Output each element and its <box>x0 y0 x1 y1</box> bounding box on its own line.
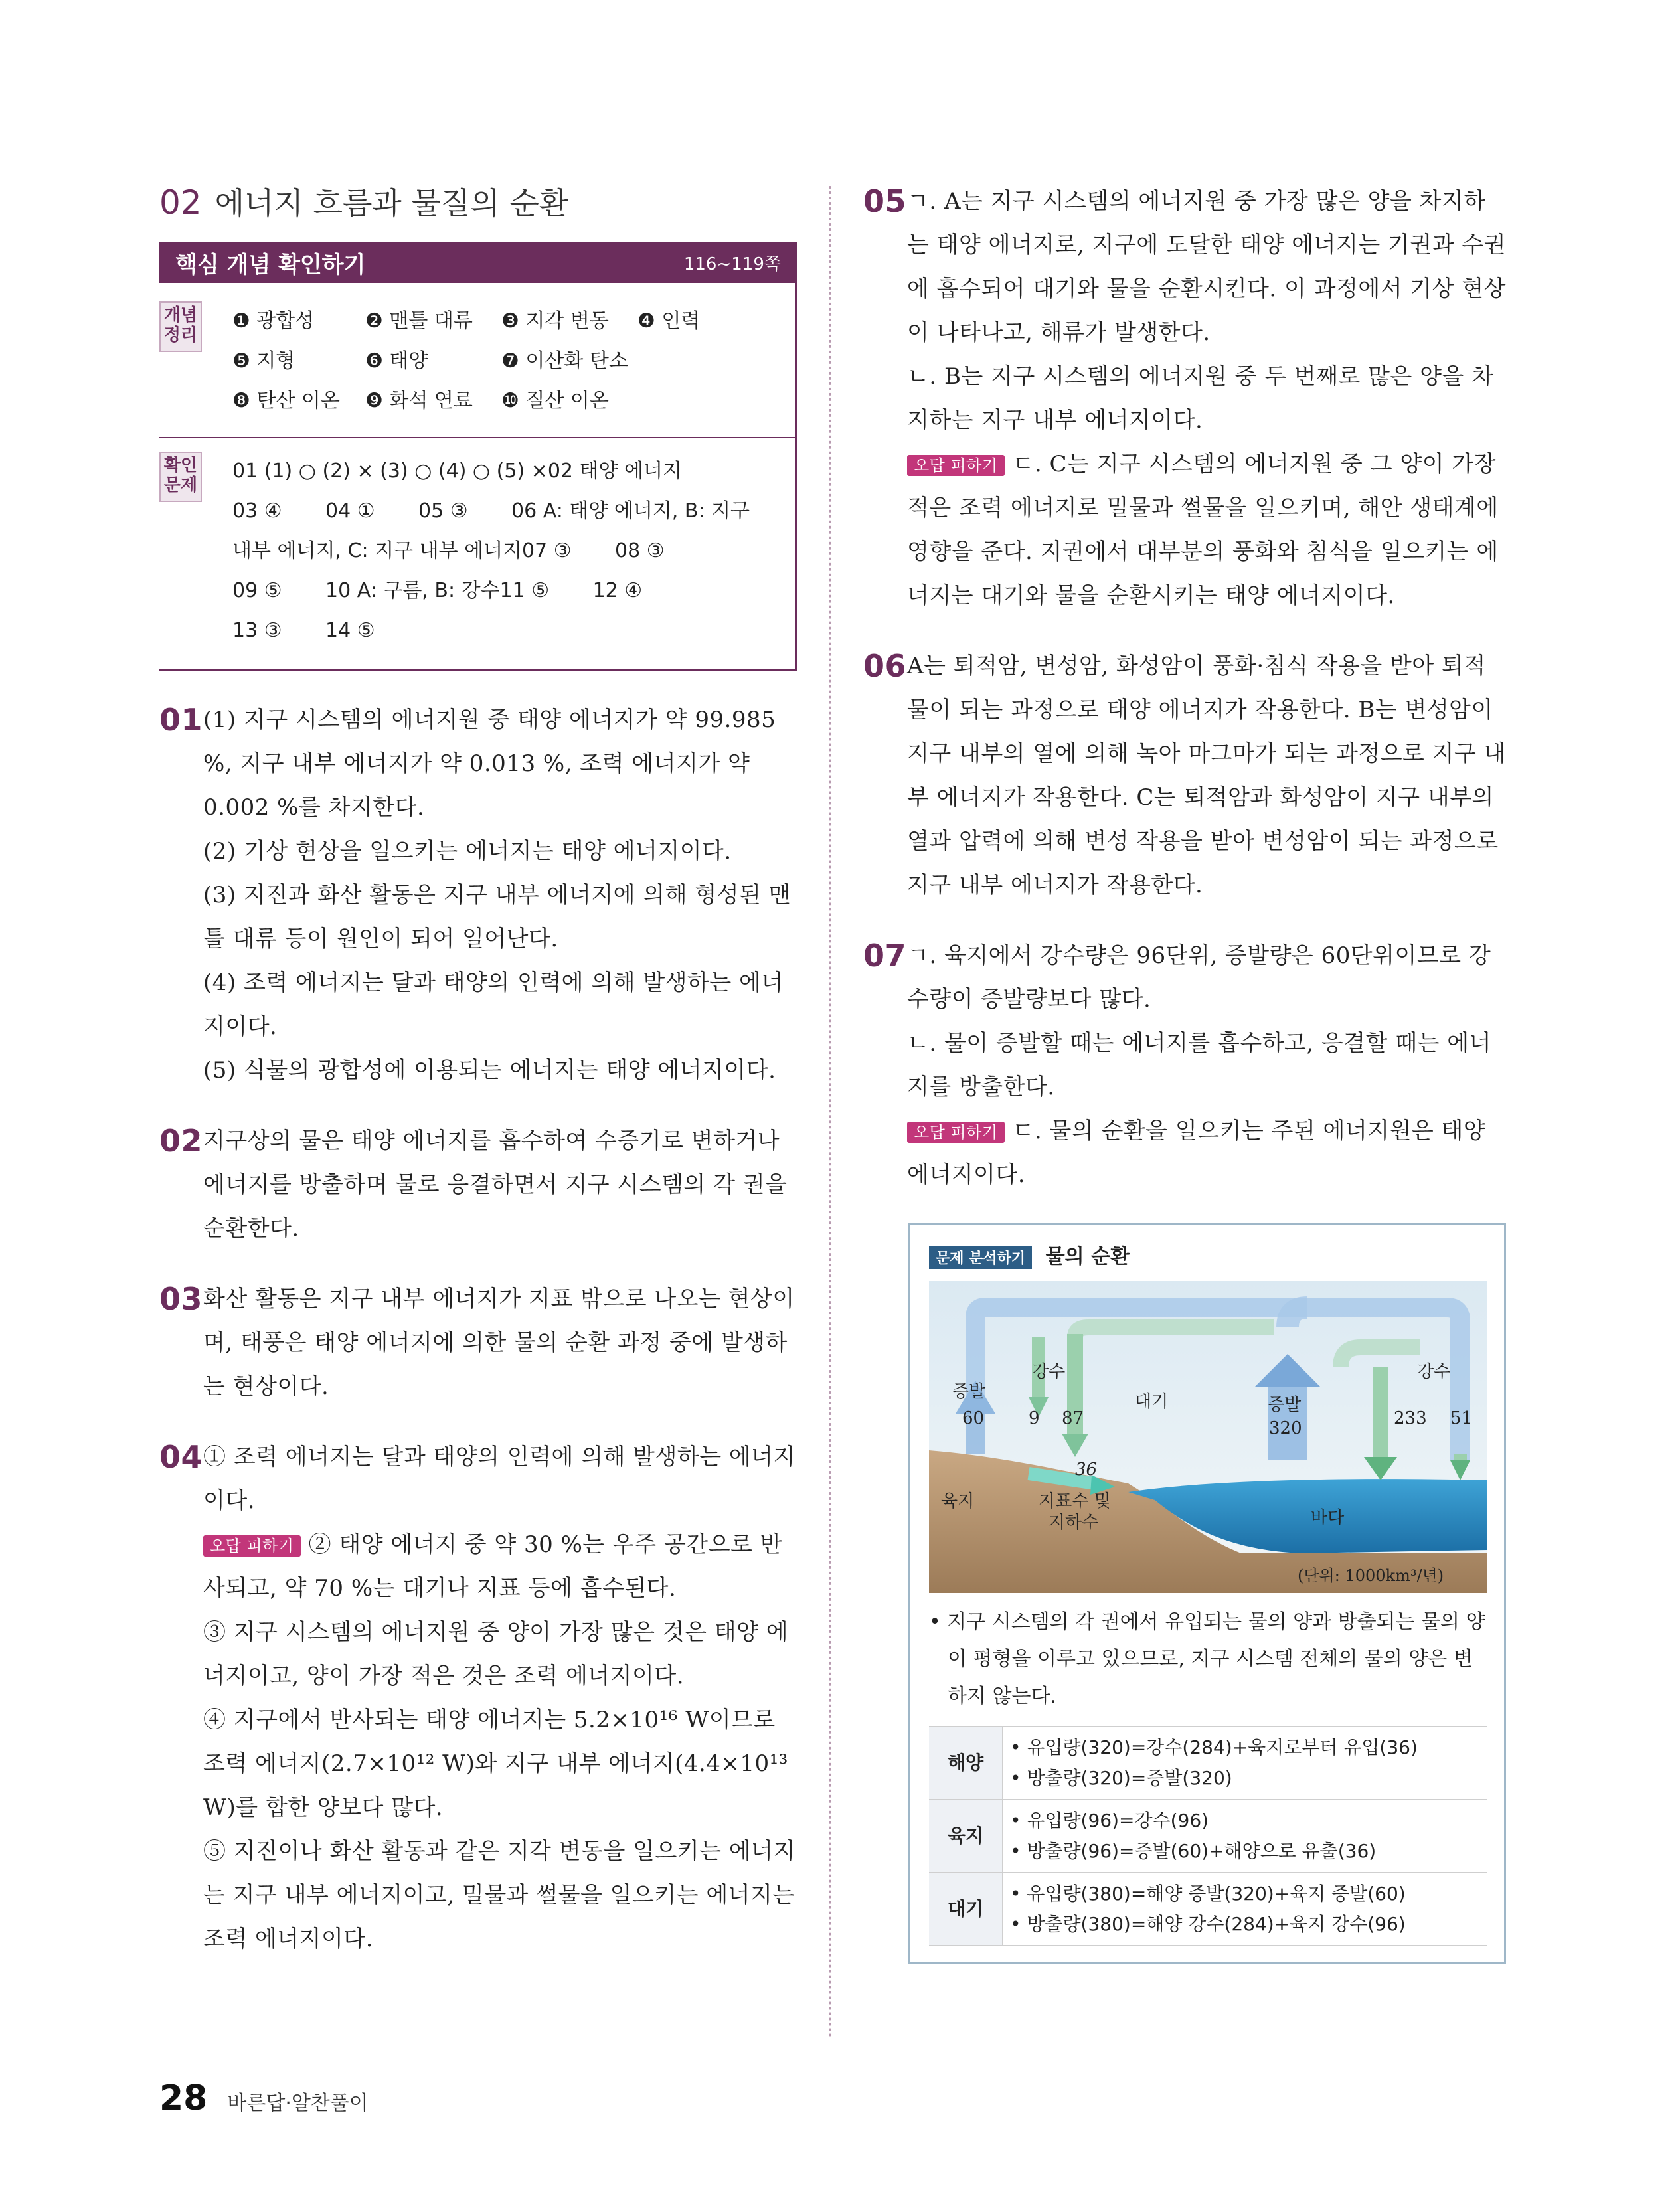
land-precip-value-b: 87 <box>1062 1408 1084 1428</box>
answers-row <box>159 445 795 663</box>
concept-entry: ❺ 지형 <box>232 349 295 373</box>
land-precip-value-a: 9 <box>1029 1408 1040 1428</box>
answer-lines-row <box>232 571 792 611</box>
analysis-bullet: • 지구 시스템의 각 권에서 유입되는 물의 양과 방출되는 물의 양이 평형을 이루고 있으므로, 지구 시스템 전체의 물의 양은 변하지 않는다. <box>929 1610 1485 1708</box>
answer-paragraph: ① 조력 에너지는 달과 태양의 인력에 의해 발생하는 에너지이다. <box>203 1444 796 1514</box>
concept-separator <box>159 437 795 438</box>
land-evap-label: 증발 <box>952 1382 986 1402</box>
answer-lines-row <box>232 611 792 651</box>
summary-lines-row <box>232 301 737 341</box>
table-row-key: 육지 <box>929 1800 1003 1873</box>
concept-entry: 11 ⑤ <box>499 579 550 602</box>
concept-header <box>159 242 797 283</box>
concept-box <box>159 242 797 671</box>
concept-entry: 07 ③ <box>522 539 572 562</box>
right-answers <box>863 179 1507 1197</box>
concept-entry: 내부 에너지, C: 지구 내부 에너지 <box>232 539 523 562</box>
answer-item <box>863 179 1507 618</box>
groundwater-label-1: 지표수 및 <box>1039 1491 1111 1511</box>
avoid-mistake-badge: 오답 피하기 <box>203 1535 301 1557</box>
table-row-values <box>1003 1727 1487 1800</box>
analysis-tag: 문제 분석하기 <box>929 1246 1032 1269</box>
avoid-mistake-badge: 오답 피하기 <box>907 1122 1005 1143</box>
concept-entry: 14 ⑤ <box>325 619 375 642</box>
concept-entry: ❽ 탄산 이온 <box>232 389 340 412</box>
unit-label: (단위: 1000km³/년) <box>1298 1566 1444 1585</box>
concept-entry: ❸ 지각 변동 <box>501 309 609 333</box>
right-column <box>863 179 1507 1964</box>
left-column <box>159 179 797 1961</box>
column-divider <box>829 186 831 2039</box>
answer-number: 03 <box>159 1281 203 1317</box>
answer-item <box>159 1435 797 1961</box>
answer-paragraph: (5) 식물의 광합성에 이용되는 에너지는 태양 에너지이다. <box>203 1057 776 1084</box>
inflow-line: • 유입량(380)=해양 증발(320)+육지 증발(60) <box>1010 1883 1406 1904</box>
answer-paragraph: ③ 지구 시스템의 에너지원 중 양이 가장 많은 것은 태양 에너지이고, 양이 가장 적은 것은 조력 에너지이다. <box>203 1619 789 1689</box>
answer-paragraph: 지구상의 물은 태양 에너지를 흡수하여 수증기로 변하거나 에너지를 방출하며 물로 응결하면서 지구 시스템의 각 권을 순환한다. <box>203 1128 788 1242</box>
concept-entry: 02 태양 에너지 <box>547 460 682 483</box>
outflow-line: • 방출량(96)=증발(60)+해양으로 유출(36) <box>1010 1840 1377 1862</box>
answer-item <box>159 1119 797 1250</box>
answer-paragraph: 화산 활동은 지구 내부 에너지가 지표 밖으로 나오는 현상이며, 태풍은 태양 에너지에 의한 물의 순환 과정 중에 발생하는 현상이다. <box>203 1286 795 1400</box>
answer-item <box>863 644 1507 907</box>
land-label: 육지 <box>941 1491 975 1511</box>
sea-precip-value-b: 51 <box>1450 1408 1473 1428</box>
sea-evap-value: 320 <box>1269 1418 1302 1438</box>
concept-entry: ❾ 화석 연료 <box>365 389 473 412</box>
concept-entry: ❿ 질산 이온 <box>501 389 609 412</box>
concept-entry: ❶ 광합성 <box>232 309 315 333</box>
section-number: 02 <box>159 183 202 222</box>
answer-number: 01 <box>159 702 203 738</box>
answer-paragraph: (3) 지진과 화산 활동은 지구 내부 에너지에 의해 형성된 맨틀 대류 등이 원인이 되어 일어난다. <box>203 882 791 952</box>
outflow-line: • 방출량(380)=해양 강수(284)+육지 강수(96) <box>1010 1913 1406 1935</box>
concept-entry: 05 ③ <box>418 499 468 523</box>
runoff-value: 36 <box>1075 1460 1098 1480</box>
concept-entry: ❷ 맨틀 대류 <box>365 309 473 333</box>
concept-entry: 08 ③ <box>615 539 665 562</box>
answer-paragraph: (4) 조력 에너지는 달과 태양의 인력에 의해 발생하는 에너지이다. <box>203 970 784 1040</box>
answer-item <box>159 698 797 1092</box>
concept-entry: 13 ③ <box>232 619 282 642</box>
answer-item <box>159 1277 797 1408</box>
section-heading <box>159 179 797 223</box>
concept-entry: 09 ⑤ <box>232 579 282 602</box>
answer-lines-row <box>232 452 792 491</box>
concept-title: 핵심 개념 확인하기 <box>175 251 366 278</box>
answer-paragraph: ㄱ. A는 지구 시스템의 에너지원 중 가장 많은 양을 차지하는 태양 에너지로, 지구에 도달한 태양 에너지는 기권과 수권에 흡수되어 대기와 물을 순환시킨다. 이 과정에서 기상 현상이 나타나고, 해류가 발생한다. <box>907 188 1507 346</box>
atmosphere-label: 대기 <box>1135 1392 1169 1412</box>
answer-paragraph: ⑤ 지진이나 화산 활동과 같은 지각 변동을 일으키는 에너지는 지구 내부 에너지이고, 밀물과 썰물을 일으키는 에너지는 조력 에너지이다. <box>203 1838 796 1952</box>
outflow-line: • 방출량(320)=증발(320) <box>1010 1767 1232 1789</box>
concept-entry: ❹ 인력 <box>637 309 701 333</box>
summary-tag: 개념 정리 <box>159 301 202 352</box>
answer-number: 02 <box>159 1123 203 1159</box>
inflow-line: • 유입량(96)=강수(96) <box>1010 1810 1209 1831</box>
answer-number: 05 <box>863 183 907 219</box>
table-row <box>929 1727 1487 1800</box>
footer-text: 바른답·알찬풀이 <box>227 2092 369 2115</box>
page-number: 28 <box>159 2078 208 2118</box>
water-balance-table <box>929 1726 1487 1946</box>
table-row-key: 해양 <box>929 1727 1003 1800</box>
answer-paragraph: 오답 피하기 ② 태양 에너지 중 약 30 %는 우주 공간으로 반사되고, 약 70 %는 대기나 지표 등에 흡수된다. <box>203 1531 783 1602</box>
summary-row <box>159 295 795 433</box>
answer-lines-row <box>232 491 792 531</box>
analysis-heading <box>929 1240 1485 1269</box>
analysis-title: 물의 순환 <box>1045 1245 1130 1268</box>
concept-pages: 116~119쪽 <box>683 254 781 274</box>
page-footer <box>159 2078 369 2118</box>
answer-paragraph: 오답 피하기 ㄷ. 물의 순환을 일으키는 주된 에너지원은 태양 에너지이다. <box>907 1118 1486 1188</box>
concept-body <box>159 283 797 669</box>
answer-paragraph: 오답 피하기 ㄷ. C는 지구 시스템의 에너지원 중 그 양이 가장 적은 조력 에너지로 밀물과 썰물을 일으키며, 해안 생태계에 영향을 준다. 지권에서 대부분의 풍화와 침식을 일으키는 에너지는 대기와 물을 순환시키는 태양 에너지이다. <box>907 451 1499 609</box>
summary-lines <box>232 301 737 421</box>
answer-item <box>863 934 1507 1197</box>
answer-paragraph: (2) 기상 현상을 일으키는 에너지는 태양 에너지이다. <box>203 838 732 865</box>
answer-number: 07 <box>863 938 907 973</box>
answer-lines-row <box>232 531 792 571</box>
sea-evap-label: 증발 <box>1268 1395 1302 1415</box>
answer-paragraph: ㄴ. B는 지구 시스템의 에너지원 중 두 번째로 많은 양을 차지하는 지구 내부 에너지이다. <box>907 363 1494 434</box>
section-title: 에너지 흐름과 물질의 순환 <box>214 185 569 221</box>
answer-number: 06 <box>863 648 907 684</box>
concept-entry: 06 A: 태양 에너지, B: 지구 <box>511 499 750 523</box>
answer-lines <box>232 452 792 651</box>
left-answers <box>159 698 797 1961</box>
answer-paragraph: A는 퇴적암, 변성암, 화성암이 풍화·침식 작용을 받아 퇴적물이 되는 과정으로 태양 에너지가 작용한다. B는 변성암이 지구 내부의 열에 의해 녹아 마그마가 되는 과정으로 지구 내부 에너지가 작용한다. C는 퇴적암과 화성암이 지구 내부의 열과 압력에 의해 변성 작용을 받아 변성암이 되는 과정으로 지구 내부 에너지가 작용한다. <box>907 653 1507 898</box>
concept-entry: 12 ④ <box>592 579 643 602</box>
concept-entry: 04 ① <box>325 499 375 523</box>
groundwater-label-2: 지하수 <box>1049 1513 1099 1533</box>
answer-paragraph: ㄴ. 물이 증발할 때는 에너지를 흡수하고, 응결할 때는 에너지를 방출한다. <box>907 1030 1491 1100</box>
table-row-values <box>1003 1800 1487 1873</box>
table-row <box>929 1873 1487 1946</box>
inflow-line: • 유입량(320)=강수(284)+육지로부터 유입(36) <box>1010 1736 1418 1758</box>
answer-number: 04 <box>159 1439 203 1475</box>
table-row <box>929 1800 1487 1873</box>
summary-lines-row <box>232 381 737 421</box>
concept-entry: ❼ 이산화 탄소 <box>501 349 628 373</box>
concept-entry: 03 ④ <box>232 499 282 523</box>
land-evap-value: 60 <box>962 1408 985 1428</box>
sea-precip-label: 강수 <box>1417 1362 1451 1382</box>
land-precip-label: 강수 <box>1032 1362 1066 1382</box>
concept-entry: ❻ 태양 <box>365 349 428 373</box>
table-row-key: 대기 <box>929 1873 1003 1946</box>
avoid-mistake-badge: 오답 피하기 <box>907 455 1005 476</box>
answer-paragraph: ㄱ. 육지에서 강수량은 96단위, 증발량은 60단위이므로 강수량이 증발량보다 많다. <box>907 942 1491 1013</box>
answer-paragraph: (1) 지구 시스템의 에너지원 중 태양 에너지가 약 99.985 %, 지구 내부 에너지가 약 0.013 %, 조력 에너지가 약 0.002 %를 차지한다. <box>203 707 776 821</box>
sea-precip-value-a: 233 <box>1394 1408 1427 1428</box>
analysis-box <box>908 1223 1506 1964</box>
summary-lines-row <box>232 341 737 381</box>
answer-paragraph: ④ 지구에서 반사되는 태양 에너지는 5.2×10¹⁶ W이므로 조력 에너지(2.7×10¹² W)와 지구 내부 에너지(4.4×10¹³ W)를 합한 양보다 많다. <box>203 1707 788 1821</box>
water-cycle-diagram <box>929 1281 1487 1593</box>
sea-label: 바다 <box>1311 1508 1345 1528</box>
concept-entry: 10 A: 구름, B: 강수 <box>325 579 500 602</box>
table-row-values <box>1003 1873 1487 1946</box>
answers-tag: 확인 문제 <box>159 452 202 502</box>
concept-entry: 01 (1) ○ (2) × (3) ○ (4) ○ (5) × <box>232 460 548 483</box>
